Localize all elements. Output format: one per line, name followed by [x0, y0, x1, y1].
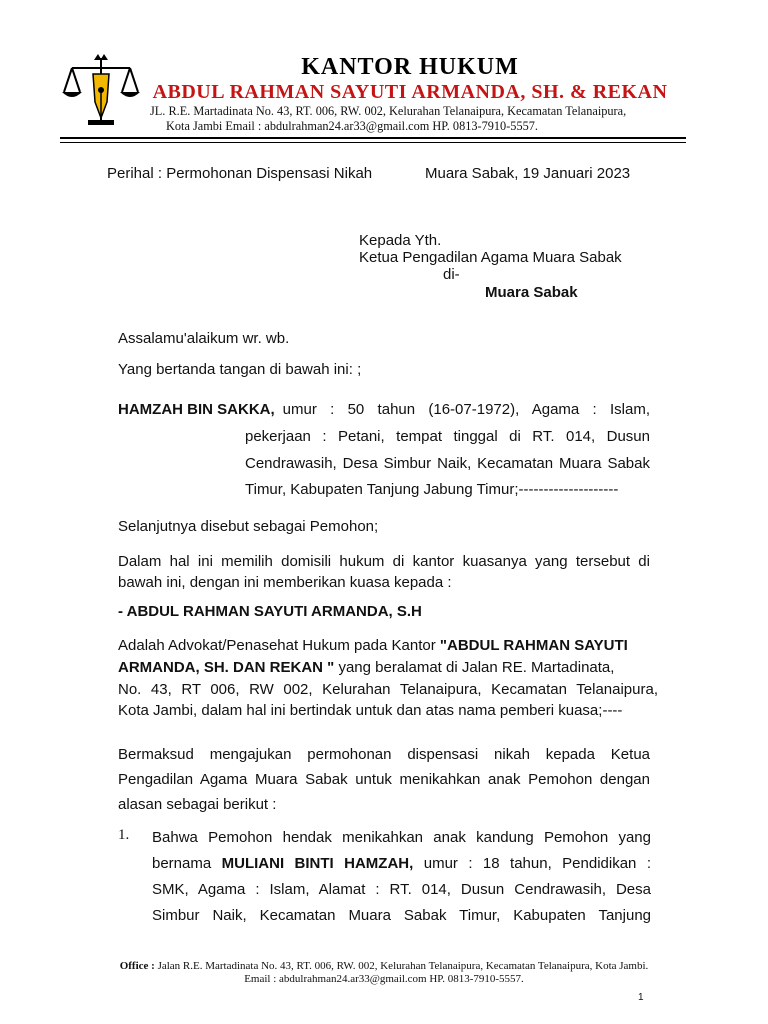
firm-name: ABDUL RAHMAN SAYUTI ARMANDA, SH. & REKAN [152, 81, 668, 103]
footer-office-text: Jalan R.E. Martadinata No. 43, RT. 006, RW. 002, Kelurahan Telanaipura, Kecamatan Telanaipura, Kota Jambi. [154, 960, 649, 972]
footer-office-address [0, 960, 768, 972]
footer-office-label: Office : [119, 960, 155, 972]
attorney-desc-line2 [118, 657, 658, 678]
domicile-paragraph-line2: bawah ini, dengan ini memberikan kuasa kepada : [118, 574, 452, 591]
letterhead-divider-thick [60, 137, 686, 139]
undersigned-intro: Yang bertanda tangan di bawah ini: ; [118, 361, 362, 378]
reason-item-line1: Bahwa Pemohon hendak menikahkan anak kandung Pemohon yang [152, 829, 651, 846]
firm-address-line1: JL. R.E. Martadinata No. 43, RT. 006, RW. 002, Kelurahan Telanaipura, Kecamatan Telanaipura, [150, 104, 627, 118]
reason-item-number: 1. [118, 827, 130, 843]
attorney-desc-line3: No. 43, RT 006, RW 002, Kelurahan Telanaipura, Kecamatan Telanaipura, [118, 681, 658, 698]
applicant-designation: Selanjutnya disebut sebagai Pemohon; [118, 518, 379, 535]
applicant-identity-line4: Timur, Kabupaten Tanjung Jabung Timur;-------------------- [245, 481, 619, 498]
attorney-name: - ABDUL RAHMAN SAYUTI ARMANDA, S.H [118, 603, 422, 620]
opening-salutation: Assalamu'alaikum wr. wb. [118, 330, 290, 347]
child-name-prefix: bernama [152, 855, 222, 872]
firm-title: KANTOR HUKUM [301, 54, 519, 80]
law-office-logo-icon [60, 50, 142, 132]
reason-item-line4: Simbur Naik, Kecamatan Muara Sabak Timur, Kabupaten Tanjung [152, 907, 651, 924]
applicant-age-religion: umur : 50 tahun (16-07-1972), Agama : Islam, [282, 401, 650, 418]
addressee-greeting: Kepada Yth. [359, 232, 442, 249]
letter-date: Muara Sabak, 19 Januari 2023 [425, 165, 631, 182]
child-name: MULIANI BINTI HAMZAH, [221, 855, 414, 872]
attorney-office-name-part1: "ABDUL RAHMAN SAYUTI [439, 637, 628, 654]
child-age-education: umur : 18 tahun, Pendidikan : [413, 855, 651, 872]
letterhead-divider-thin [60, 142, 686, 143]
purpose-line1: Bermaksud mengajukan permohonan dispensasi nikah kepada Ketua [118, 746, 650, 763]
purpose-line2: Pengadilan Agama Muara Sabak untuk menikahkan anak Pemohon dengan [118, 771, 650, 788]
purpose-line3: alasan sebagai berikut : [118, 796, 277, 813]
addressee-di: di- [443, 266, 460, 283]
attorney-desc-line4: Kota Jambi, dalam hal ini bertindak untuk dan atas nama pemberi kuasa;---- [118, 702, 623, 719]
footer-contact: Email : abdulrahman24.ar33@gmail.com HP. 0813-7910-5557. [244, 973, 524, 985]
attorney-address-start: yang beralamat di Jalan RE. Martadinata, [334, 659, 615, 676]
addressee-place: Muara Sabak [485, 284, 578, 301]
reason-item-line3: SMK, Agama : Islam, Alamat : RT. 014, Dusun Cendrawasih, Desa [152, 881, 651, 898]
reason-item-line2 [152, 853, 651, 874]
attorney-office-name-part2: ARMANDA, SH. DAN REKAN " [118, 659, 335, 676]
applicant-identity-line2: pekerjaan : Petani, tempat tinggal di RT. 014, Dusun [245, 428, 650, 445]
applicant-name: HAMZAH BIN SAKKA, [118, 401, 275, 418]
attorney-desc-prefix: Adalah Advokat/Penasehat Hukum pada Kantor [118, 637, 440, 654]
page-number: 1 [638, 992, 644, 1003]
addressee-title: Ketua Pengadilan Agama Muara Sabak [359, 249, 622, 266]
attorney-desc-line1 [118, 635, 658, 656]
applicant-identity-line1 [118, 399, 650, 420]
subject-line: Perihal : Permohonan Dispensasi Nikah [107, 165, 373, 182]
domicile-paragraph-line1: Dalam hal ini memilih domisili hukum di kantor kuasanya yang tersebut di [118, 553, 650, 570]
applicant-identity-line3: Cendrawasih, Desa Simbur Naik, Kecamatan Muara Sabak [245, 455, 650, 472]
firm-address-line2: Kota Jambi Email : abdulrahman24.ar33@gmail.com HP. 0813-7910-5557. [166, 119, 538, 133]
